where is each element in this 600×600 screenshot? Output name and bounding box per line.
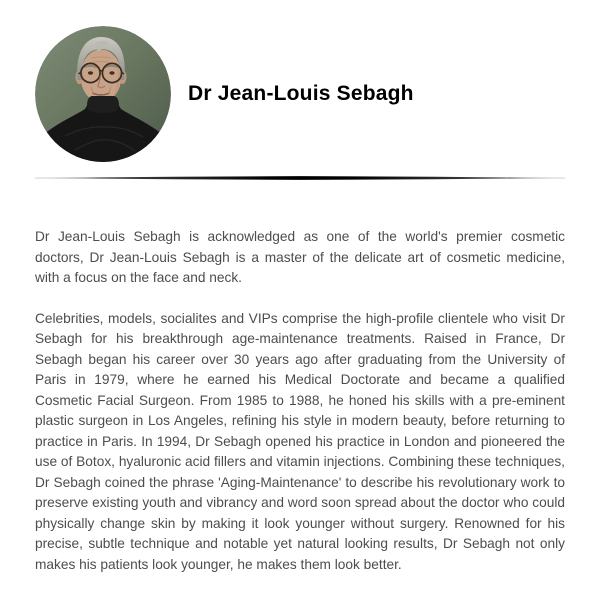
section-divider: [35, 175, 565, 181]
bio-paragraph-career: Celebrities, models, socialites and VIPs comprise the high-profile clientele who visit Dr Sebagh for his breakthrough age-maintenance treatments. Raised in France, Dr Sebagh began his career over 30 years ago after graduating from the University of Paris in 1979, where he earned his Medical Doctorate and became a qualified Cosmetic Facial Surgeon. From 1985 to 1988, he honed his skills with a pre-eminent plastic surgeon in Los Angeles, refining his style in modern beauty, before returning to practice in Paris. In 1994, Dr Sebagh opened his practice in London and pioneered the use of Botox, hyaluronic acid fillers and vitamin injections. Combining these techniques, Dr Sebagh coined the phrase 'Aging-Maintenance' to describe his revolutionary work to preserve existing youth and vibrancy and word soon spread about the doctor who could physically change skin by making it look younger without surgery. Renowned for his precise, subtle technique and notable yet natural looking results, Dr Sebagh not only makes his patients look younger, he makes them look better.: [35, 310, 565, 572]
profile-photo: [35, 26, 171, 162]
profile-photo-illustration: [35, 26, 171, 162]
biography-article: [35, 227, 565, 595]
profile-header: [35, 26, 565, 162]
page-title: Dr Jean-Louis Sebagh: [188, 82, 414, 105]
bio-paragraph-intro: Dr Jean-Louis Sebagh is acknowledged as one of the world's premier cosmetic doctors, Dr Jean-Louis Sebagh is a master of the delicate art of cosmetic medicine, with a focus on the face and neck.: [35, 229, 565, 285]
